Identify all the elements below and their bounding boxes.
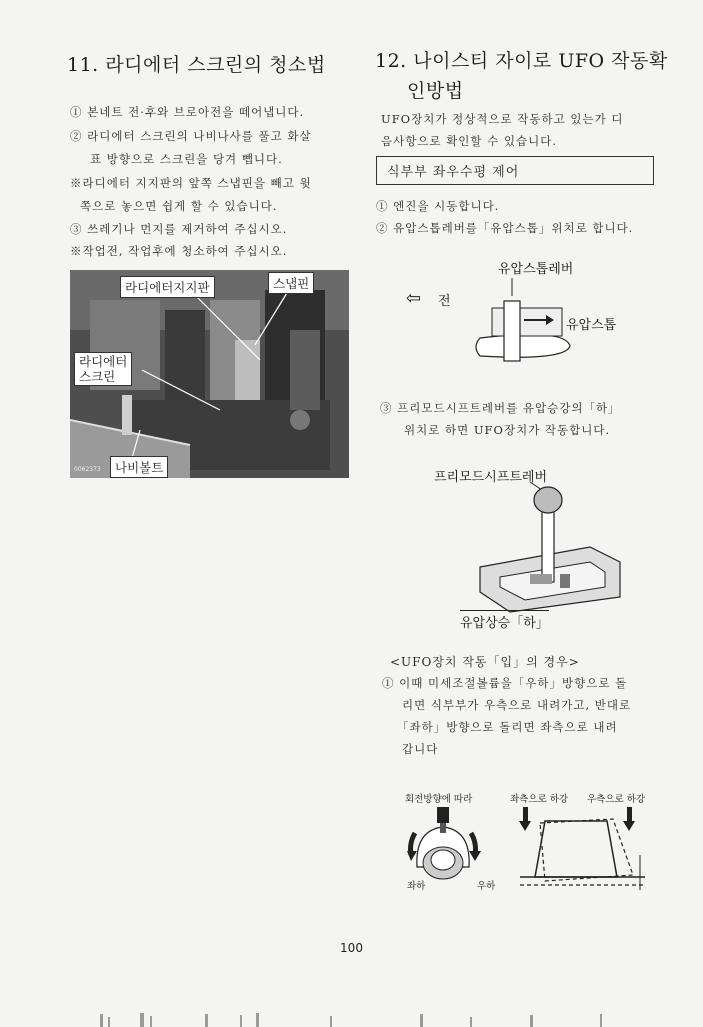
- left-section-title: 11. 라디에터 스크린의 청소법: [67, 54, 326, 76]
- figure-stop-lever: [400, 256, 640, 371]
- fig2-lever-label: 프리모드시프트레버: [434, 470, 548, 485]
- instruction-line: 표 방향으로 스크린을 당겨 뺍니다.: [90, 152, 283, 166]
- photo-label-wing-bolt: 나비볼트: [110, 456, 168, 478]
- photo-label-snap-pin: 스냅핀: [268, 272, 314, 294]
- fig1-front-label: 전: [438, 294, 451, 309]
- intro-line: 음사항으로 확인할 수 있습니다.: [381, 134, 558, 148]
- instruction-line: ③ 쓰레기나 먼지를 제거하여 주십시오.: [70, 222, 288, 236]
- instruction-line: 쪽으로 놓으면 쉽게 할 수 있습니다.: [80, 199, 278, 213]
- figure-tilt-control: [395, 785, 655, 895]
- intro-line: UFO장치가 정상적으로 작동하고 있는가 디: [381, 112, 624, 126]
- scan-edge-artifacts: [0, 1010, 703, 1027]
- right-section-title-line1: 12. 나이스티 자이로 UFO 작동확: [375, 50, 668, 72]
- fig3-right-down-label: 우측으로 하강: [587, 794, 646, 805]
- radiator-photo: [70, 270, 349, 478]
- ufo-heading: <UFO장치 작동「입」의 경우>: [390, 655, 580, 669]
- ufo-line: ① 이때 미세조절볼륨을「우하」방향으로 돌: [382, 676, 628, 690]
- boxed-heading: 식부부 좌우수평 제어: [376, 156, 654, 185]
- page-number: 100: [340, 941, 363, 955]
- instruction-line: ② 라디에터 스크린의 나비나사를 풀고 화살: [70, 129, 312, 143]
- fig1-lever-label: 유압스톱레버: [498, 262, 574, 277]
- fig1-stop-label: 유압스톱: [566, 318, 617, 333]
- knob-right-label: 우하: [477, 881, 496, 892]
- right-section-title-line2: 인방법: [407, 80, 464, 102]
- step-line: ① 엔진을 시동합니다.: [376, 199, 500, 213]
- knob-left-label: 좌하: [407, 881, 426, 892]
- instruction-line: ※작업전, 작업후에 청소하여 주십시오.: [70, 244, 288, 258]
- step-line: ② 유압스톱레버를「유압스톱」위치로 합니다.: [376, 221, 634, 235]
- ufo-line: 갑니다: [402, 742, 439, 756]
- step3-line1: ③ 프리모드시프트레버를 유압승강의「하」: [380, 401, 621, 415]
- fig2-position-label: 유압상승「하」: [460, 610, 549, 631]
- ufo-line: 리면 식부부가 우측으로 내려가고, 반대로: [402, 698, 632, 712]
- photo-label-screen: [74, 352, 132, 386]
- front-arrow-icon: ⇦: [406, 288, 422, 309]
- shift-lever-drawing: [430, 462, 640, 632]
- step3-line2: 위치로 하면 UFO장치가 작동합니다.: [404, 423, 611, 437]
- instruction-line: ① 본네트 전·후와 브로아전을 떼어냅니다.: [70, 105, 305, 119]
- tilt-control-drawing: [395, 785, 655, 895]
- fig3-left-down-label: 좌측으로 하강: [510, 794, 569, 805]
- figure-shift-lever: [430, 462, 640, 632]
- photo-code: 0062373: [74, 466, 101, 473]
- fig3-rotation-label: 회전방향에 따라: [405, 794, 473, 805]
- instruction-line: ※라디에터 지지판의 앞쪽 스냅핀을 빼고 윗: [70, 176, 312, 190]
- ufo-line: 「좌하」방향으로 돌리면 좌측으로 내려: [397, 720, 618, 734]
- photo-label-support-plate: 라디에터지지판: [120, 276, 215, 298]
- photo-label-screen-line1: 라디에터: [79, 354, 128, 369]
- photo-label-screen-line2: 스크린: [79, 369, 116, 384]
